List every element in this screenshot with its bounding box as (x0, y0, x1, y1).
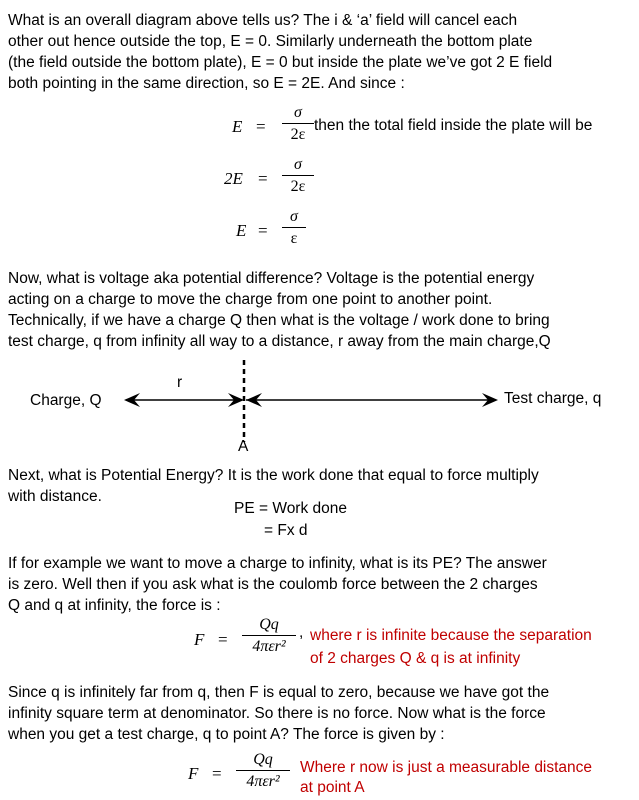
text-line: If for example we want to move a charge to infinity, what is its PE? The answer (8, 555, 547, 572)
text-line: other out hence outside the top, E = 0. Similarly underneath the bottom plate (8, 33, 533, 50)
equation-equals: = (212, 764, 222, 783)
point-a-label: A (238, 438, 249, 455)
fraction (282, 207, 306, 250)
fraction-denominator: 4πεr² (252, 638, 286, 655)
fraction-denominator: 2ε (290, 126, 306, 143)
equation-comma: , (299, 624, 304, 641)
fraction-denominator: 2ε (290, 178, 306, 195)
equation-lhs: E (236, 221, 247, 240)
equation-lhs: F (194, 630, 205, 649)
equation-lhs: F (188, 764, 199, 783)
fraction-numerator: σ (290, 208, 298, 225)
text-line: Next, what is Potential Energy? It is the work done that equal to force multiply (8, 467, 539, 484)
equation-lhs: E (232, 117, 243, 136)
test-charge-label: Test charge, q (504, 390, 602, 407)
text-line: acting on a charge to move the charge from one point to another point. (8, 291, 493, 308)
fraction-denominator: 4πεr² (246, 773, 280, 790)
equation-equals: = (218, 630, 228, 649)
text-line: (the field outside the bottom plate), E = 0 but inside the plate we’ve got 2 E field (8, 54, 553, 71)
pe-equation-line1: PE = Work done (234, 500, 348, 517)
fraction-numerator: σ (294, 156, 302, 173)
text-line: when you get a test charge, q to point A? The force is given by : (8, 726, 445, 743)
text-line: Now, what is voltage aka potential difference? Voltage is the potential energy (8, 270, 535, 287)
fraction (242, 615, 296, 658)
equation-equals: = (258, 169, 268, 188)
fraction-numerator: σ (294, 104, 302, 121)
text-line: both pointing in the same direction, so E = 2E. And since : (8, 75, 405, 92)
text-line: Q and q at infinity, the force is : (8, 597, 221, 614)
paragraph-field-cancellation (8, 10, 639, 94)
text-line: What is an overall diagram above tells us? The i & ‘a’ field will cancel each (8, 12, 518, 29)
fraction (282, 103, 314, 146)
equation-lhs: 2E (224, 169, 243, 188)
fraction-denominator: ε (290, 230, 298, 247)
text-line: with distance. (8, 488, 102, 505)
note-infinite-separation-line1: where r is infinite because the separation (310, 627, 592, 644)
pe-equation-line2: = Fx d (264, 522, 308, 539)
diagram-arrows (110, 356, 510, 456)
equation-equals: = (258, 221, 268, 240)
fraction (282, 155, 314, 198)
note-measurable-distance-line2: at point A (300, 779, 365, 796)
text-line: test charge, q from infinity all way to a distance, r away from the main charge,Q (8, 333, 551, 350)
equation-equals: = (256, 117, 266, 136)
equation-trailing-text: then the total field inside the plate will be (314, 117, 593, 134)
text-line: infinity square term at denominator. So there is no force. Now what is the force (8, 705, 546, 722)
charge-q-label: Charge, Q (30, 392, 102, 409)
fraction (236, 750, 290, 793)
distance-r-label: r (177, 374, 183, 391)
paragraph-force-at-a (8, 682, 639, 745)
paragraph-coulomb-infinity (8, 553, 639, 616)
note-measurable-distance-line1: Where r now is just a measurable distance (300, 759, 593, 776)
text-line: is zero. Well then if you ask what is the coulomb force between the 2 charges (8, 576, 538, 593)
paragraph-voltage (8, 268, 639, 352)
fraction-numerator: Qq (253, 751, 273, 768)
text-line: Since q is infinitely far from q, then F is equal to zero, because we have got the (8, 684, 550, 701)
text-line: Technically, if we have a charge Q then what is the voltage / work done to bring (8, 312, 550, 329)
note-infinite-separation-line2: of 2 charges Q & q is at infinity (310, 650, 521, 667)
fraction-numerator: Qq (259, 616, 279, 633)
